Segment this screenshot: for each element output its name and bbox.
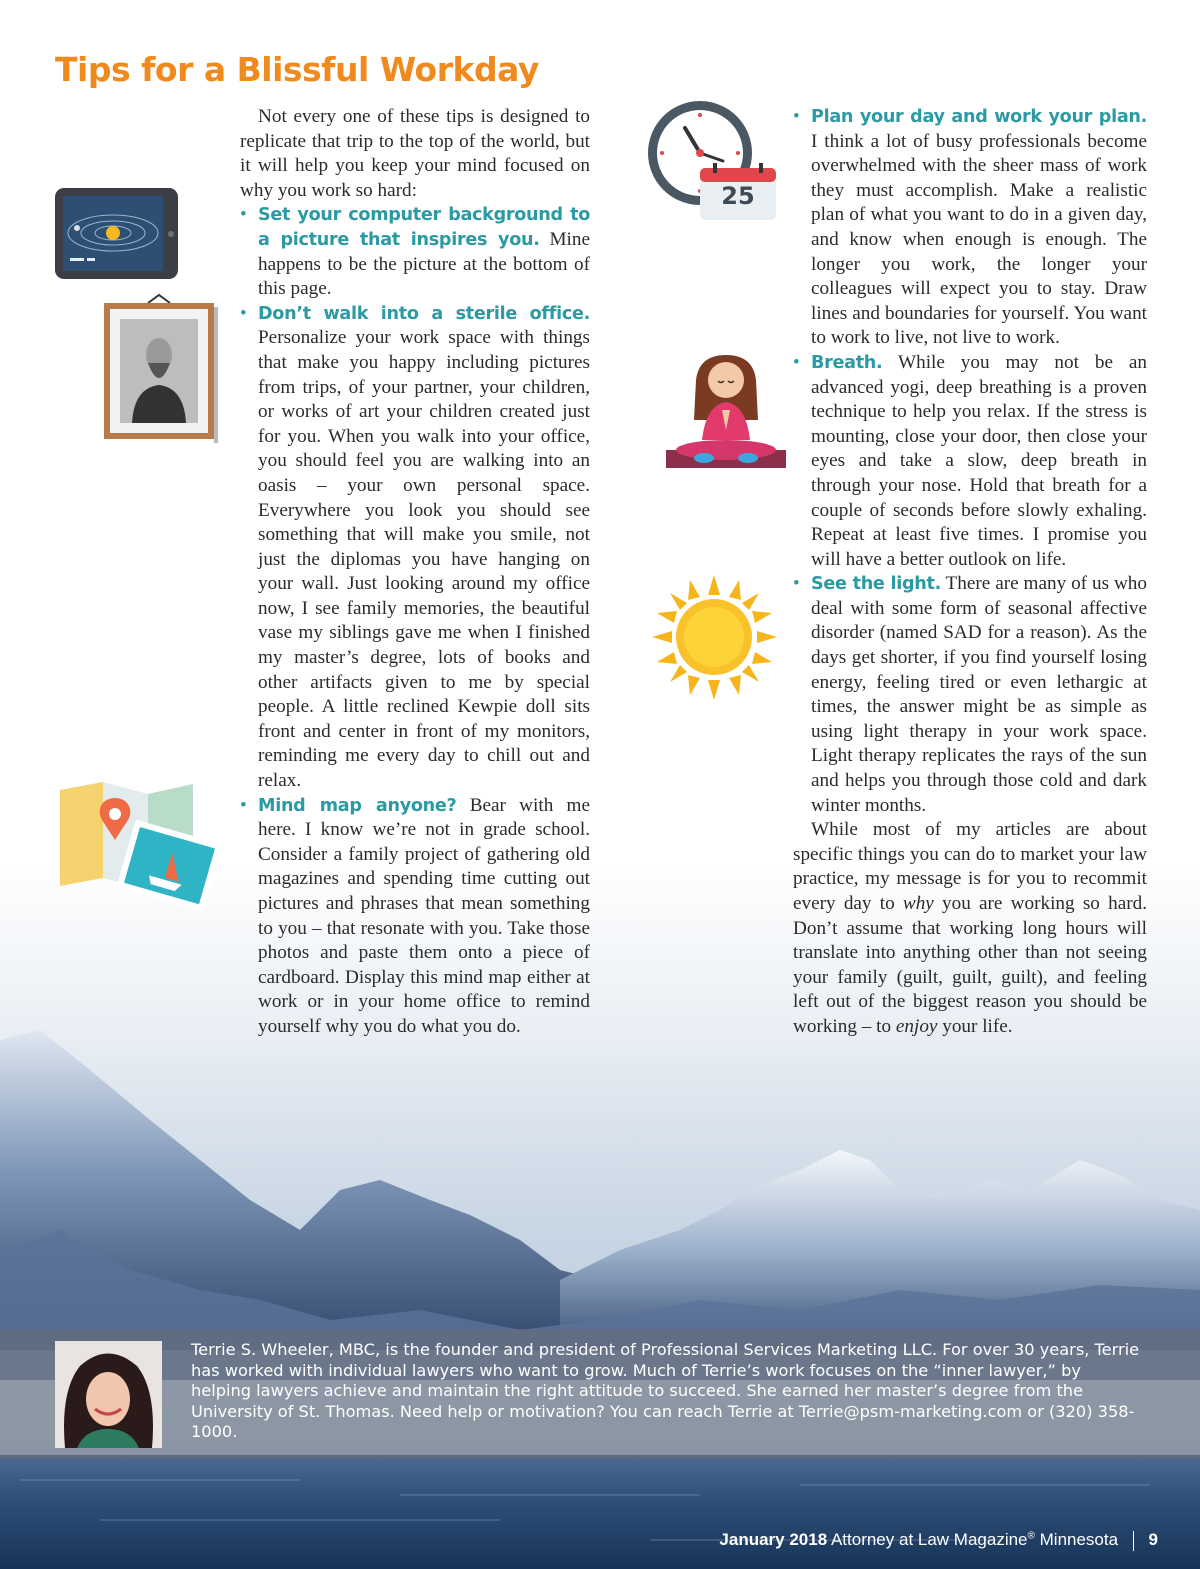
page-number: 9 xyxy=(1148,1530,1158,1549)
intro-paragraph: Not every one of these tips is designed to replicate that trip to the top of the world, but it will help you keep your mind focused on why you work so hard: xyxy=(240,106,590,201)
page-footer xyxy=(719,1530,1158,1551)
tip-plan-day xyxy=(793,105,1147,351)
closing-emphasis-enjoy: enjoy xyxy=(895,1015,938,1037)
map-photo-icon xyxy=(58,780,218,910)
tip-see-light xyxy=(793,572,1147,818)
left-column xyxy=(240,105,590,1040)
tip-lead: Plan your day and work your plan. xyxy=(811,107,1147,127)
footer-divider xyxy=(1133,1531,1134,1551)
tablet-icon xyxy=(55,188,180,281)
tip-computer-background xyxy=(240,203,590,301)
footer-issue: January 2018 xyxy=(719,1530,828,1549)
portrait-frame-icon xyxy=(104,293,218,443)
tip-lead: See the light. xyxy=(811,574,941,595)
tip-office xyxy=(240,302,590,794)
tip-text: Mine happens to be the picture at the bottom of this page. xyxy=(258,228,590,300)
footer-region: Minnesota xyxy=(1039,1530,1119,1549)
author-bio: Terrie S. Wheeler, MBC, is the founder and president of Professional Services Marketing LLC. For over 30 years, Terrie has worked with individual lawyers who want to grow. Much of Terrie’s work focuses on the “inner lawyer,” by helping lawyers achieve and maintain the right attitude to succeed. She earned her master’s degree from the University of St. Thomas. Need help or motivation? You can reach Terrie at Terrie@psm-marketing.com or (320) 358-1000. xyxy=(191,1340,1140,1441)
tip-text: While you may not be an advanced yogi, deep breathing is a proven technique to help you relax. If the stress is mounting, close your door, then close your eyes and take a slow, deep breath in through your nose. Hold that breath for a couple of seconds before slowly exhaling. Repeat at least five times. I promise you will have a better outlook on life. xyxy=(811,351,1147,570)
tip-lead: Breath. xyxy=(811,352,883,373)
tip-lead: Set your computer background to a picture that inspires you. xyxy=(258,205,590,250)
sun-icon xyxy=(652,575,777,700)
tip-breath xyxy=(793,351,1147,572)
closing-text-3: your life. xyxy=(937,1015,1013,1037)
calendar-date-number: 25 xyxy=(721,182,755,210)
tip-text: There are many of us who deal with some form of seasonal affective disorder (named SAD for a reason). As the days get shorter, if you find yourself losing energy, feeling tired or even lethargic at times, the answer might be as simple as using light therapy in your work space. Light therapy replicates the rays of the sun and helps you through those cold and dark winter months. xyxy=(811,573,1147,816)
closing-emphasis-why: why xyxy=(902,893,934,914)
tip-lead: Don’t walk into a sterile office. xyxy=(258,303,590,324)
tip-text: Personalize your work space with things that make you happy including pictures from trips, of your partner, your children, or works of art your children created just for you. When you walk into your office, you should feel you are walking into an oasis – your own personal space. Everywhere you look you should see something that will make you smile, not just the diplomas you have hanging on your wall. Just looking around my office now, I see family memories, the beautiful vase my siblings gave me when I finished my master’s degree, lots of books and other artifacts given to me by special people. A little reclined Kewpie doll sits front and center in front of my monitors, reminding me every day to chill out and relax. xyxy=(258,327,590,792)
closing-text-2: you are working so hard. Don’t assume that working long hours will translate into anything other than not seeing your family (guilt, guilt, guilt), and feeling left out of the biggest reason you should be working – to xyxy=(793,893,1147,1037)
article-title: Tips for a Blissful Workday xyxy=(55,50,539,89)
footer-registered-mark: ® xyxy=(1027,1530,1035,1542)
tip-mind-map xyxy=(240,794,590,1040)
closing-paragraph xyxy=(793,818,1147,1039)
closing-text-1: While most of my articles are about specific things you can do to market your law practice, my message is for you to recommit every day to xyxy=(793,819,1147,914)
author-photo xyxy=(55,1341,162,1448)
right-column xyxy=(793,105,1147,1040)
tip-text: Bear with me here. I know we’re not in grade school. Consider a family project of gathering old magazines and spending time cutting out pictures and phrases that mean something to you – that resonate with you. Take those photos and paste them onto a piece of cardboard. Display this mind map either at work or in your home office to remind yourself why you do what you do. xyxy=(258,794,590,1037)
yoga-woman-icon xyxy=(666,350,786,470)
footer-magazine: Attorney at Law Magazine xyxy=(830,1530,1028,1549)
tip-text: I think a lot of busy professionals become overwhelmed with the sheer mass of work they must accomplish. Make a realistic plan of what you want to do in a given day, and know when enough is enough. The longer you work, the longer your colleagues will expect you to stay. Draw lines and boundaries for yourself. You want to work to live, not live to work. xyxy=(811,130,1147,349)
tip-lead: Mind map anyone? xyxy=(258,795,457,816)
